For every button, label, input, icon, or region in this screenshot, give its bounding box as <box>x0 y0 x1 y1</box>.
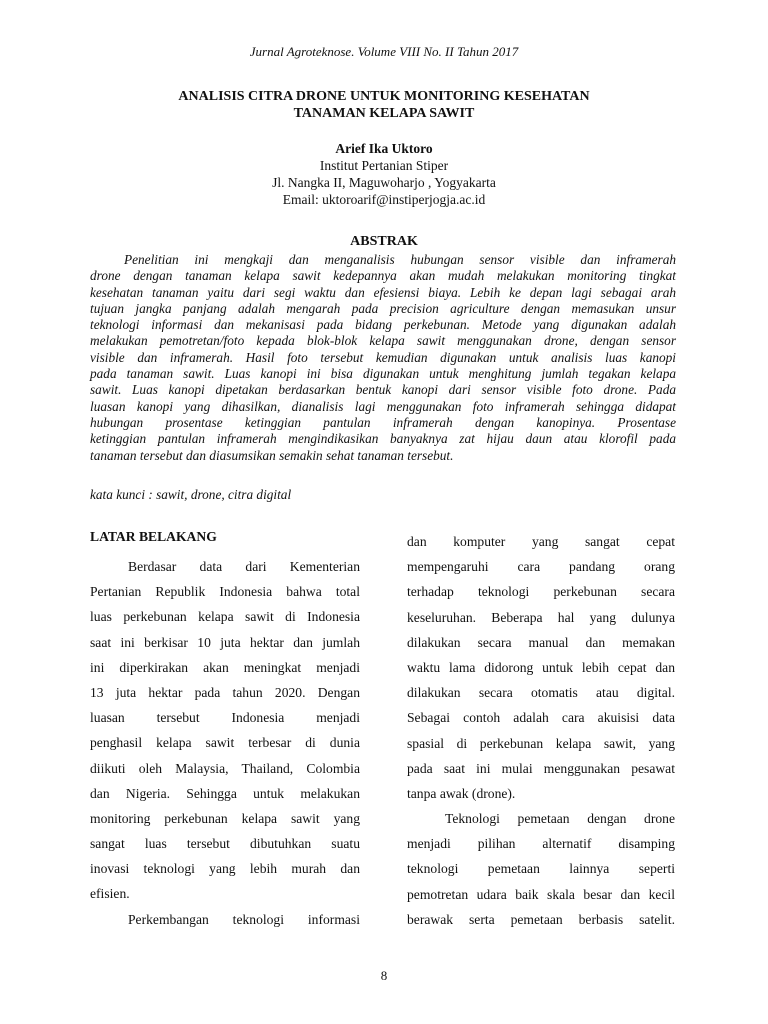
body-text-line: dilakukan secara manual dan memakan <box>407 634 675 650</box>
abstract-line: teknologi informasi dan mekanisasi pada bidang perkebunan. Metode yang digunakan adalah <box>90 317 676 333</box>
right-column <box>407 529 675 932</box>
abstract-line: melakukan pemotretan/foto kepada blok-blok kelapa sawit menggunakan drone, dengan sensor <box>90 333 676 349</box>
body-text-line: Teknologi pemetaan dengan drone <box>445 811 675 827</box>
author-institution: Institut Pertanian Stiper <box>319 158 449 173</box>
body-text-line: dan komputer yang sangat cepat <box>407 534 675 549</box>
body-text-line: monitoring perkebunan kelapa sawit yang <box>90 810 360 826</box>
paper-title-line: ANALISIS CITRA DRONE UNTUK MONITORING KESEHATAN <box>178 89 590 104</box>
body-text-line: terhadap teknologi perkebunan secara <box>407 584 675 600</box>
abstract-line: drone dengan tanaman kelapa sawit kedepannya akan mudah melakukan monitoring tingkat <box>90 268 676 284</box>
body-text-line: Pertanian Republik Indonesia bahwa total <box>90 584 360 600</box>
author-name: Arief Ika Uktoro <box>335 141 433 156</box>
body-text-line: penghasil kelapa sawit terbesar di dunia <box>90 735 360 751</box>
body-text-line: pemotretan udara baik skala besar dan kecil <box>407 886 675 902</box>
abstract-line: tujuan jangka panjang adalah mengarah pada precision agriculture dengan memasukan unsur <box>90 300 676 316</box>
body-text-line: luas perkebunan kelapa sawit di Indonesia <box>90 609 360 625</box>
body-text-line: pada saat ini mulai menggunakan pesawat <box>407 760 675 776</box>
journal-header: Jurnal Agroteknose. Volume VIII No. II Tahun 2017 <box>249 44 519 59</box>
body-text-line: dan Nigeria. Sehingga untuk melakukan <box>90 785 360 801</box>
author-address: Jl. Nangka II, Maguwoharjo , Yogyakarta <box>272 175 496 190</box>
abstract-line: hubungan prosentase ketinggian pantulan inframerah dengan kanopinya. Prosentase <box>90 414 676 430</box>
abstract-line: kesehatan tanaman yaitu dari segi waktu dan efesiensi biaya. Lebih ke depan lagi sebagai arah <box>90 284 676 300</box>
body-text-line: keseluruhan. Beberapa hal yang dulunya <box>407 609 675 625</box>
abstract-heading: ABSTRAK <box>350 234 418 249</box>
body-text-line: waktu lama didorong untuk lebih cepat dan <box>407 659 675 675</box>
left-column-body <box>90 554 360 932</box>
abstract-line: luasan kanopi yang dihasilkan, dianalisis lagi menggunakan foto inframerah sehingga didapat <box>90 398 676 414</box>
abstract-line: sawit. Luas kanopi dipetakan berdasarkan bentuk kanopi dari sensor visible foto drone. Pada <box>90 382 676 398</box>
body-text-line: sangat luas tersebut dibutuhkan suatu <box>90 836 360 852</box>
page-number: 8 <box>380 968 388 983</box>
body-text-line: Berdasar data dari Kementerian <box>128 559 360 574</box>
author-email: Email: uktoroarif@instiperjogja.ac.id <box>282 192 486 207</box>
paper-title <box>100 88 668 122</box>
left-column <box>90 529 360 932</box>
abstract-body <box>90 252 676 464</box>
body-text-line: inovasi teknologi yang lebih murah dan <box>90 861 360 877</box>
body-text-line: dilakukan secara otomatis atau digital. <box>407 685 675 701</box>
body-text-line: efisien. <box>90 886 130 902</box>
body-text-line: diikuti oleh Malaysia, Thailand, Colombia <box>90 760 360 776</box>
body-text-line: menjadi pilihan alternatif disamping <box>407 836 675 852</box>
body-text-line: ini diperkirakan akan meningkat menjadi <box>90 659 360 675</box>
body-text-line: tanpa awak (drone). <box>407 785 516 801</box>
abstract-line: pada tanaman sawit. Luas kanopi ini bisa digunakan untuk menghitung jumlah tegakan kelapa <box>90 366 676 382</box>
abstract-line: tanaman tersebut dan diasumsikan semakin sehat tanaman tersebut. <box>90 447 454 463</box>
body-text-line: Sebagai contoh adalah cara akuisisi data <box>407 710 675 726</box>
body-text-line: saat ini berkisar 10 juta hektar dan jumlah <box>90 634 360 650</box>
section-heading: LATAR BELAKANG <box>90 529 217 544</box>
body-text-line: teknologi pemetaan lainnya seperti <box>407 861 675 877</box>
right-column-body <box>407 529 675 932</box>
body-text-line: spasial di perkebunan kelapa sawit, yang <box>407 735 675 751</box>
abstract-line: visible dan inframerah. Hasil foto tersebut kemudian digunakan untuk analisis luas kanopi <box>90 349 676 365</box>
body-text-line: 13 juta hektar pada tahun 2020. Dengan <box>90 684 360 700</box>
body-text-line: mempengaruhi cara pandang orang <box>407 559 675 575</box>
body-text-line: Perkembangan teknologi informasi <box>128 911 360 927</box>
abstract-line: Penelitian ini mengkaji dan menganalisis hubungan sensor visible dan inframerah <box>124 252 676 267</box>
paper-title-line: TANAMAN KELAPA SAWIT <box>293 106 475 121</box>
author-block <box>100 140 668 208</box>
body-text-line: luasan tersebut Indonesia menjadi <box>90 710 360 726</box>
keywords: kata kunci : sawit, drone, citra digital <box>90 487 292 502</box>
abstract-line: ketinggian pantulan inframerah mengindikasikan banyaknya zat hijau daun atau klorofil pada <box>90 431 676 447</box>
body-text-line: berawak serta pemetaan berbasis satelit. <box>407 911 675 927</box>
